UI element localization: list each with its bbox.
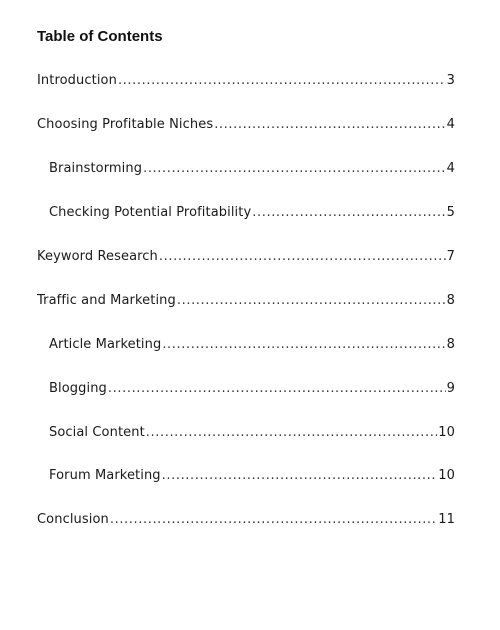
toc-page-number: 10 <box>438 425 455 440</box>
toc-entry-traffic-and-marketing[interactable] <box>37 292 455 310</box>
toc-page-number: 3 <box>446 73 455 88</box>
dot-leader <box>146 424 437 442</box>
toc-entry-label: Conclusion <box>37 512 109 527</box>
toc-entry-label: Brainstorming <box>49 161 143 176</box>
toc-entry-label: Article Marketing <box>49 337 162 352</box>
toc-page-number: 4 <box>446 117 455 132</box>
toc-entry-checking-potential-profitability[interactable] <box>49 204 455 222</box>
toc-entry-social-content[interactable] <box>49 424 455 442</box>
dot-leader <box>108 380 446 398</box>
toc-entry-label: Choosing Profitable Niches <box>37 117 214 132</box>
toc-entry-forum-marketing[interactable] <box>49 467 455 485</box>
toc-page-number: 4 <box>446 161 455 176</box>
toc-entry-introduction[interactable] <box>37 72 455 90</box>
toc-entry-blogging[interactable] <box>49 380 455 398</box>
toc-page-number: 9 <box>446 381 455 396</box>
dot-leader <box>214 116 445 134</box>
toc-entry-choosing-profitable-niches[interactable] <box>37 116 455 134</box>
toc-page-number: 10 <box>438 468 455 483</box>
toc-entry-label: Introduction <box>37 73 117 88</box>
toc-entry-label: Forum Marketing <box>49 468 161 483</box>
toc-entry-label: Checking Potential Profitability <box>49 205 252 220</box>
dot-leader <box>252 204 445 222</box>
toc-heading: Table of Contents <box>37 28 163 45</box>
toc-entry-label: Keyword Research <box>37 249 158 264</box>
toc-entry-keyword-research[interactable] <box>37 248 455 266</box>
dot-leader <box>162 336 445 354</box>
dot-leader <box>118 72 446 90</box>
toc-page-number: 8 <box>446 337 455 352</box>
toc-entry-label: Blogging <box>49 381 107 396</box>
toc-entry-conclusion[interactable] <box>37 511 455 529</box>
toc-page-number: 5 <box>446 205 455 220</box>
toc-entry-label: Traffic and Marketing <box>37 293 176 308</box>
toc-entry-brainstorming[interactable] <box>49 160 455 178</box>
toc-entry-article-marketing[interactable] <box>49 336 455 354</box>
dot-leader <box>110 511 437 529</box>
toc-page-number: 7 <box>446 249 455 264</box>
dot-leader <box>159 248 446 266</box>
toc-page-number: 8 <box>446 293 455 308</box>
dot-leader <box>177 292 446 310</box>
toc-page-number: 11 <box>438 512 455 527</box>
dot-leader <box>162 467 438 485</box>
dot-leader <box>143 160 446 178</box>
toc-entry-label: Social Content <box>49 425 145 440</box>
